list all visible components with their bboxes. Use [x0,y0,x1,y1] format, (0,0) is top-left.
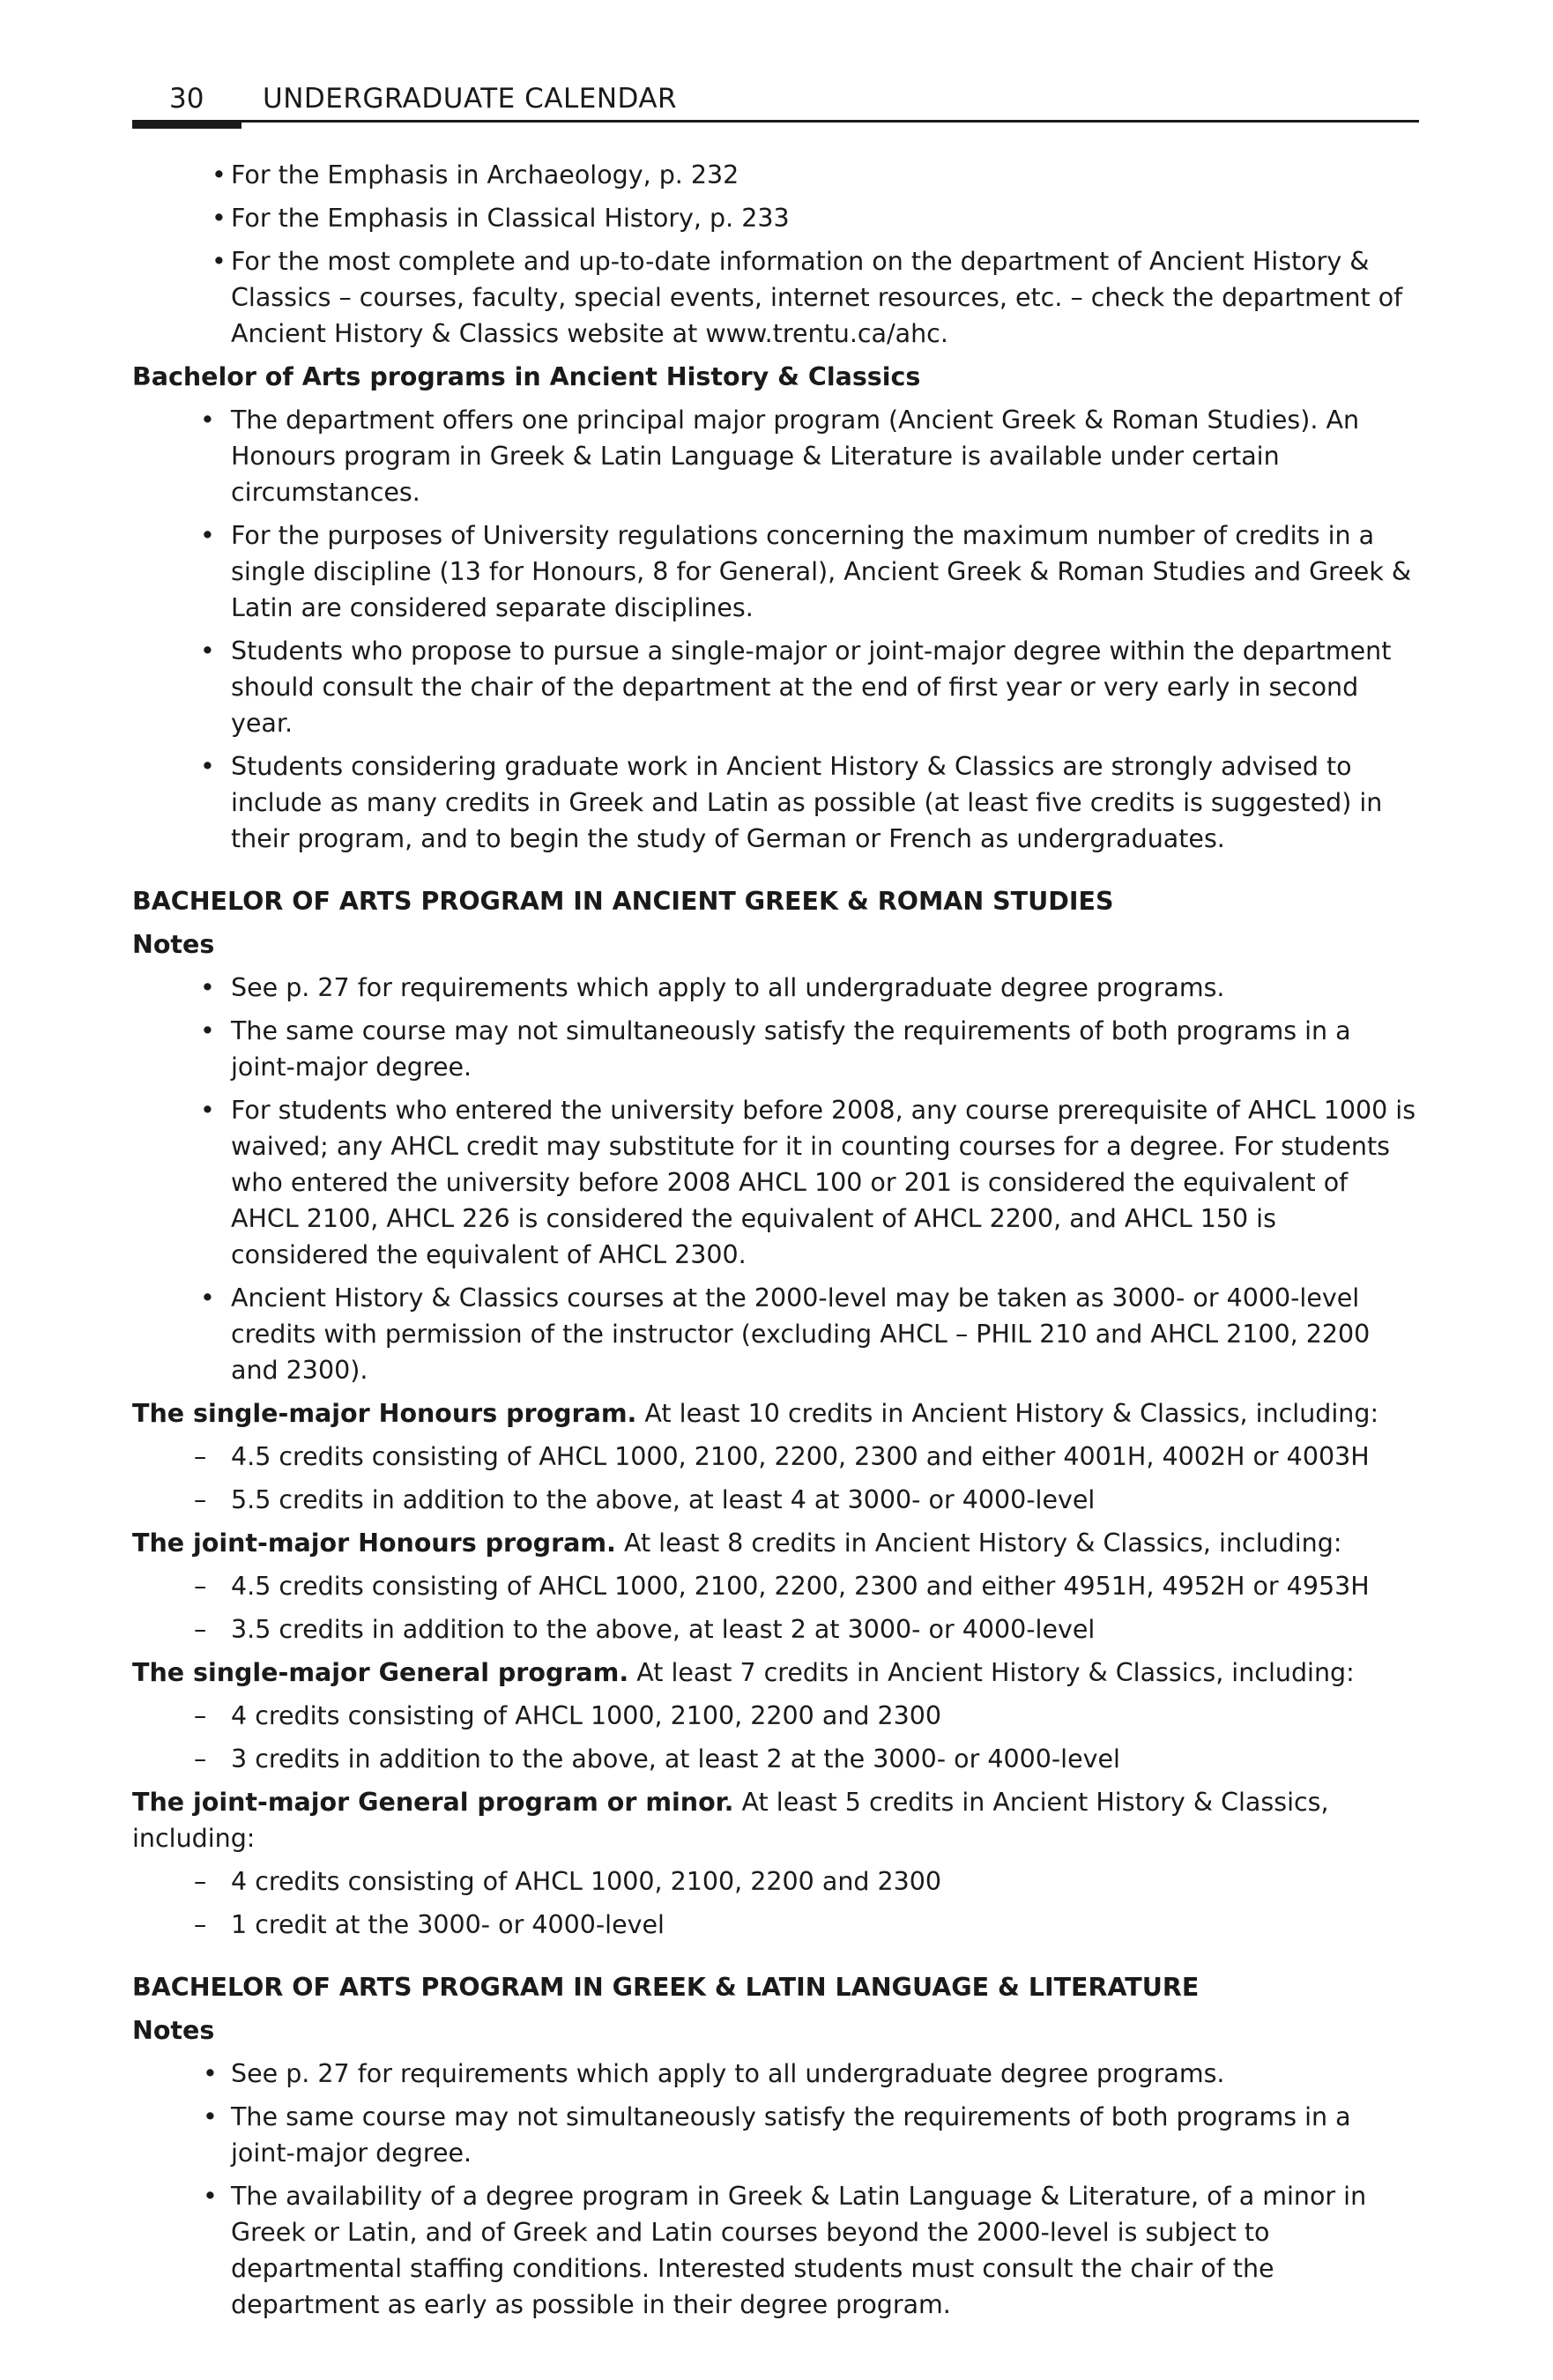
section-heading: BACHELOR OF ARTS PROGRAM IN ANCIENT GREEK & ROMAN STUDIES [132,887,1114,916]
list-item: – 4 credits consisting of AHCL 1000, 2100, 2200 and 2300 [194,1867,942,1896]
list-item: • For the Emphasis in Classical History, p. 233 [212,204,790,233]
list-item: – 4.5 credits consisting of AHCL 1000, 2100, 2200, 2300 and either 4001H, 4002H or 4003H [194,1442,1370,1471]
page-header [132,81,1419,125]
list-item: – 4 credits consisting of AHCL 1000, 2100, 2200 and 2300 [194,1701,942,1730]
list-item: – 3 credits in addition to the above, at least 2 at the 3000- or 4000-level [194,1744,1120,1774]
list-item: – 4.5 credits consisting of AHCL 1000, 2100, 2200, 2300 and either 4951H, 4952H or 4953H [194,1572,1370,1601]
list-item: • Students who propose to pursue a single-major or joint-major degree within the department should consult the chair of the department at the end of first year or very early in second year. [200,636,1392,738]
program-requirement: The single-major General program. At least 7 credits in Ancient History & Classics, including: [132,1658,1355,1687]
page-number: 30 [169,83,204,115]
list-item: • The department offers one principal major program (Ancient Greek & Roman Studies). An Honours program in Greek & Latin Language & Literature is available under certain circumstances. [200,405,1360,507]
list-item: • For the Emphasis in Archaeology, p. 232 [212,160,739,190]
header-rule [132,120,1419,123]
list-item: • See p. 27 for requirements which apply to all undergraduate degree programs. [203,2059,1225,2088]
program-requirement: The joint-major Honours program. At least 8 credits in Ancient History & Classics, including: [132,1528,1342,1558]
header-rule-block [132,120,241,129]
list-item: • Students considering graduate work in Ancient History & Classics are strongly advised to include as many credits in Greek and Latin as possible (at least five credits is suggested) in their program, and to begin the study of German or French as undergraduates. [200,752,1383,853]
page-body [132,157,1421,2330]
section-subheading: Bachelor of Arts programs in Ancient History & Classics [132,362,921,391]
list-item: • For the purposes of University regulations concerning the maximum number of credits in a single discipline (13 for Honours, 8 for General), Ancient Greek & Roman Studies and Greek & Latin are considered separate disciplines. [200,521,1412,622]
list-item: – 1 credit at the 3000- or 4000-level [194,1910,665,1939]
list-item: • For students who entered the university before 2008, any course prerequisite of AHCL 1000 is waived; any AHCL credit may substitute for it in counting courses for a degree. For students who entered the university before 2008 AHCL 100 or 201 is considered the equivalent of AHCL 2100, AHCL 226 is considered the equivalent of AHCL 2200, and AHCL 150 is considered the equivalent of AHCL 2300. [200,1096,1416,1269]
running-title: UNDERGRADUATE CALENDAR [263,83,678,115]
list-item: • The same course may not simultaneously satisfy the requirements of both programs in a joint-major degree. [200,1016,1351,1082]
list-item: • See p. 27 for requirements which apply to all undergraduate degree programs. [200,973,1225,1002]
notes-label: Notes [132,2016,215,2045]
section-heading: BACHELOR OF ARTS PROGRAM IN GREEK & LATIN LANGUAGE & LITERATURE [132,1973,1200,2002]
list-item: – 5.5 credits in addition to the above, at least 4 at 3000- or 4000-level [194,1485,1096,1514]
program-requirement: The single-major Honours program. At least 10 credits in Ancient History & Classics, including: [132,1399,1379,1428]
program-requirement: The joint-major General program or minor. At least 5 credits in Ancient History & Classics, including: [132,1788,1329,1853]
list-item: • Ancient History & Classics courses at the 2000-level may be taken as 3000- or 4000-level credits with permission of the instructor (excluding AHCL – PHIL 210 and AHCL 2100, 2200 and 2300). [200,1283,1371,1385]
notes-label: Notes [132,930,215,959]
list-item: – 3.5 credits in addition to the above, at least 2 at 3000- or 4000-level [194,1615,1096,1644]
list-item: • The same course may not simultaneously satisfy the requirements of both programs in a joint-major degree. [203,2102,1351,2168]
list-item: • For the most complete and up-to-date information on the department of Ancient History & Classics – courses, faculty, special events, internet resources, etc. – check the department of Ancient History & Classics website at www.trentu.ca/ahc. [212,247,1403,348]
list-item: • The availability of a degree program in Greek & Latin Language & Literature, of a minor in Greek or Latin, and of Greek and Latin courses beyond the 2000-level is subject to departmental staffing conditions. Interested students must consult the chair of the department as early as possible in their degree program. [203,2182,1367,2319]
